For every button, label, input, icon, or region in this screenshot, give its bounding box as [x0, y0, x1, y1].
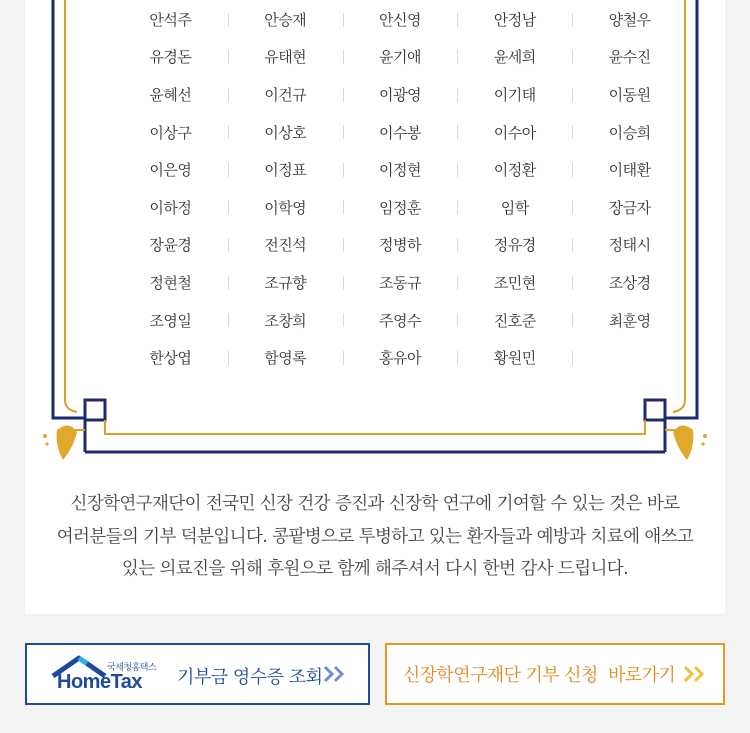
donor-name: 정태시: [608, 236, 651, 255]
donor-name: 이학영: [264, 198, 307, 217]
donor-name: 윤기애: [379, 48, 421, 67]
donor-name: 진호준: [493, 311, 536, 330]
left-tassel-ornament: [43, 425, 77, 460]
thank-you-message: [25, 488, 725, 586]
hometax-logo: [49, 654, 169, 696]
donor-row: [113, 113, 687, 151]
donor-name: 최훈영: [608, 311, 651, 330]
hometax-button-label: 기부금 영수증 조회: [177, 667, 323, 688]
donor-name: 이정환: [493, 161, 536, 180]
donor-row: [113, 76, 687, 114]
donor-name: 임정훈: [379, 198, 421, 217]
donor-name: 주영수: [379, 311, 421, 330]
hometax-receipt-button[interactable]: [25, 643, 370, 705]
donor-name: 유태현: [264, 48, 307, 67]
donor-name: 유경돈: [149, 48, 192, 67]
donor-name: 윤혜선: [149, 85, 192, 104]
message-line: 신장학연구재단이 전국민 신장 건강 증진과 신장학 연구에 기여할 수 있는 것은 바로: [70, 494, 680, 514]
donor-name: [572, 339, 687, 377]
donor-row: [113, 151, 687, 189]
donor-name: 조민현: [493, 273, 536, 292]
hometax-logo-small-text: 국세청홈택스: [107, 663, 157, 673]
donor-name: 조영일: [149, 311, 192, 330]
donor-name: 이동원: [608, 85, 651, 104]
donor-name: 이기태: [493, 85, 536, 104]
message-line: 있는 의료진을 위해 후원으로 함께 해주셔서 다시 한번 감사 드립니다.: [121, 559, 629, 579]
donor-name: 함영록: [264, 349, 307, 368]
donor-name: 이정현: [379, 161, 421, 180]
donor-row: [113, 1, 687, 39]
donor-name: 조규향: [264, 273, 307, 292]
donor-name: 이상호: [264, 123, 307, 142]
donor-name: 정병하: [379, 236, 421, 255]
donor-name: 조상경: [608, 273, 651, 292]
donor-card: [25, 0, 725, 614]
donor-name: 정유경: [493, 236, 536, 255]
donor-name: 정현철: [149, 273, 192, 292]
donor-name: 이상구: [149, 123, 192, 142]
double-chevron-right-icon: [323, 665, 347, 683]
donor-name: 이태환: [608, 161, 651, 180]
donor-name: 이광영: [379, 85, 421, 104]
donor-name: 전진석: [264, 236, 307, 255]
donor-name-grid: [113, 0, 687, 376]
donor-name: 이승희: [608, 123, 651, 142]
donor-row: [113, 339, 687, 377]
donor-name: 윤수진: [608, 48, 651, 67]
donor-name: 임학: [500, 198, 529, 217]
donor-name: 이수봉: [379, 123, 421, 142]
double-chevron-right-icon: [683, 665, 707, 683]
donor-row: [113, 226, 687, 264]
donor-row: [113, 188, 687, 226]
donor-row: [113, 38, 687, 76]
donor-name: 안승재: [264, 10, 307, 29]
donor-name: 조창희: [264, 311, 307, 330]
donor-name: 이정표: [264, 161, 307, 180]
donor-name: 안석주: [149, 10, 192, 29]
donor-name: 안정남: [493, 10, 536, 29]
right-tassel-ornament: [673, 425, 707, 460]
donor-name: 황원민: [493, 349, 536, 368]
donor-name: 장금자: [608, 198, 651, 217]
donor-name: 이건규: [264, 85, 307, 104]
donor-name: 이은영: [149, 161, 192, 180]
donor-name: 홍유아: [379, 349, 421, 368]
donor-name: 안신영: [379, 10, 421, 29]
donor-name: 조동규: [379, 273, 421, 292]
donor-name: 윤세희: [493, 48, 536, 67]
donor-row: [113, 301, 687, 339]
donor-name: 장윤경: [149, 236, 192, 255]
message-line: 여러분들의 기부 덕분입니다. 콩팥병으로 투병하고 있는 환자들과 예방과 치료에 애쓰고: [56, 526, 694, 547]
donor-name: 양철우: [608, 10, 651, 29]
donor-name: 이수아: [493, 123, 536, 142]
apply-button-label: 신장학연구재단 기부 신청 바로가기: [402, 665, 676, 686]
donor-name: 이하정: [149, 198, 192, 217]
donor-row: [113, 264, 687, 302]
donation-apply-button[interactable]: [385, 643, 725, 705]
hometax-logo-text: HomeTax: [57, 671, 143, 693]
donor-name: 한상엽: [149, 349, 192, 368]
